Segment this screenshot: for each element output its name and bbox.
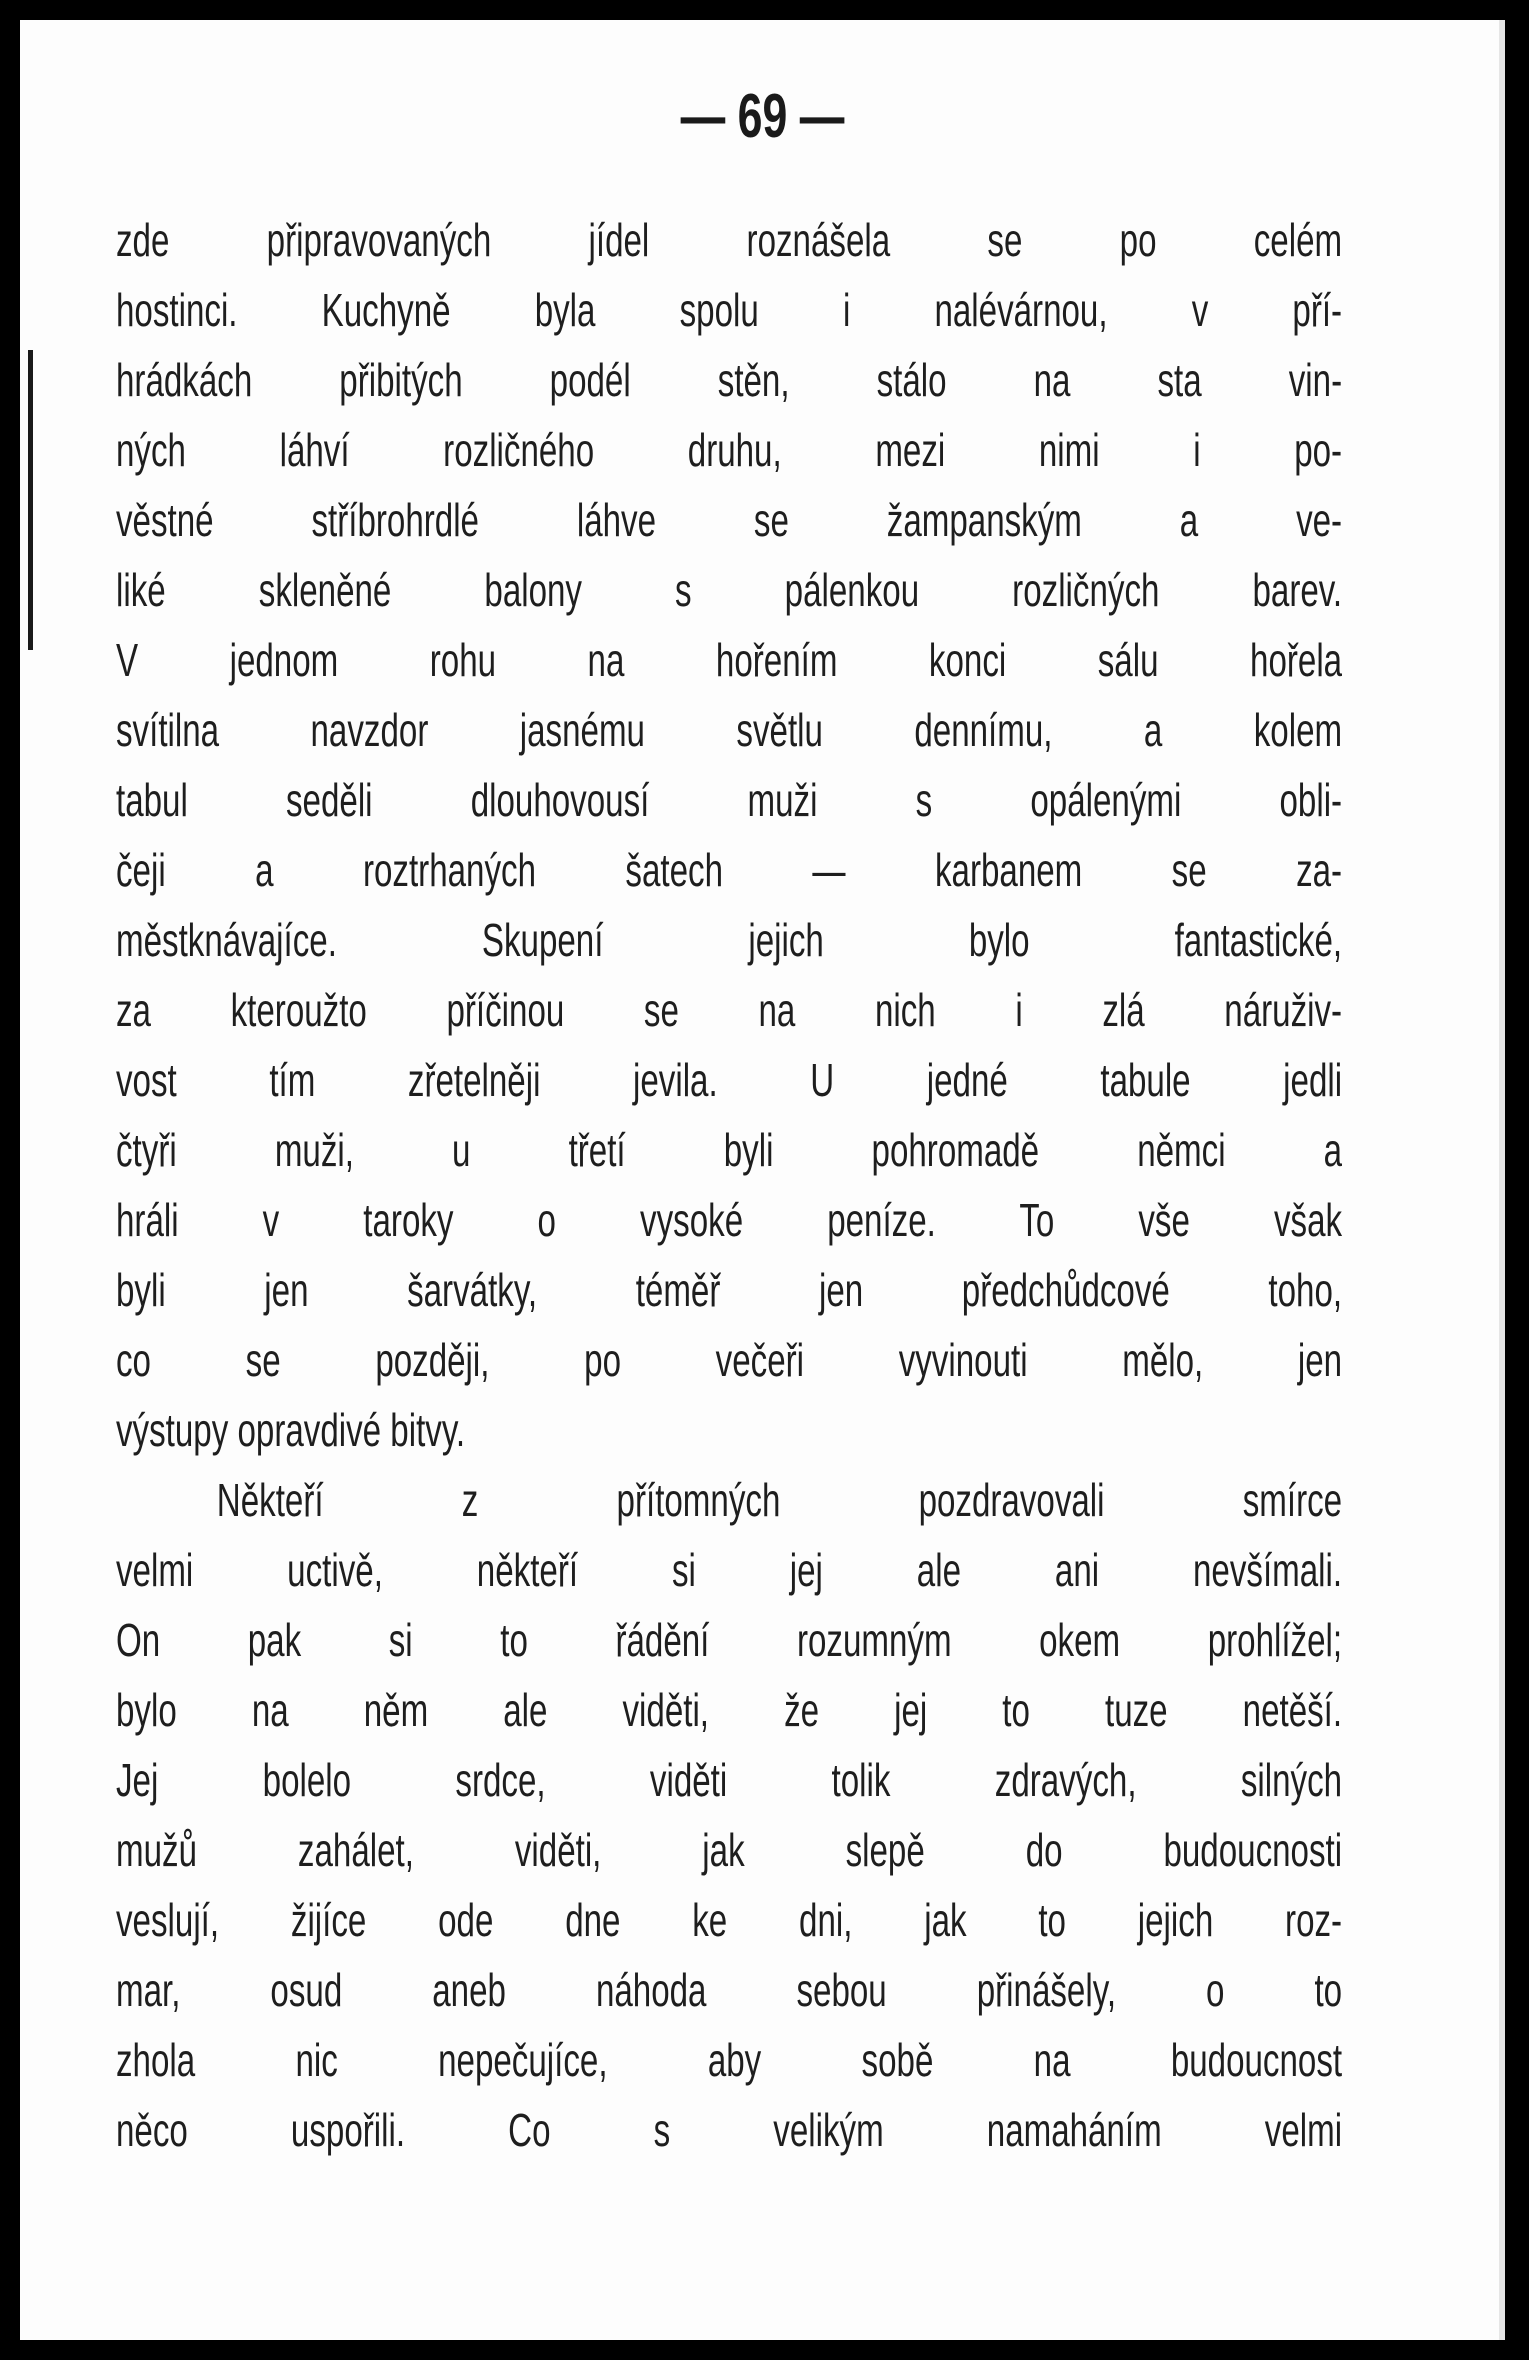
text-line: hráli v taroky o vysoké peníze. To vše však <box>116 1194 1342 1246</box>
text-line: čeji a roztrhaných šatech — karbanem se za- <box>116 844 1342 896</box>
text-line: věstné stříbrohrdlé láhve se žampanským a ve- <box>116 494 1342 546</box>
text-line: tabul seděli dlouhovousí muži s opálenými obli- <box>116 774 1342 826</box>
book-page <box>20 20 1505 2340</box>
text-line: velmi uctivě, někteří si jej ale ani nevšímali. <box>116 1544 1342 1596</box>
body-text <box>116 205 1342 2165</box>
text-line: vost tím zřetelněji jevila. U jedné tabule jedli <box>116 1054 1342 1106</box>
text-line: výstupy opravdivé bitvy. <box>116 1404 466 1456</box>
page-edge <box>1499 20 1505 2340</box>
text-line: Jej bolelo srdce, viděti tolik zdravých, silných <box>116 1754 1342 1806</box>
text-line: městknávajíce. Skupení jejich bylo fantastické, <box>116 914 1342 966</box>
text-line: liké skleněné balony s pálenkou rozličných barev. <box>116 564 1342 616</box>
text-line: veslují, žijíce ode dne ke dni, jak to jejich roz- <box>116 1894 1342 1946</box>
text-line: čtyři muži, u třetí byli pohromadě němci a <box>116 1124 1342 1176</box>
text-line: mužů zahálet, viděti, jak slepě do budoucnosti <box>116 1824 1342 1876</box>
text-line: Někteří z přítomných pozdravovali smírce <box>216 1474 1342 1526</box>
text-line: hostinci. Kuchyně byla spolu i nalévárnou, v pří- <box>116 284 1342 336</box>
text-line: za kteroužto příčinou se na nich i zlá náruživ- <box>116 984 1342 1036</box>
text-line: zde připravovaných jídel roznášela se po celém <box>116 214 1342 266</box>
text-line: V jednom rohu na hořením konci sálu hořela <box>116 634 1342 686</box>
text-line: byli jen šarvátky, téměř jen předchůdcové toho, <box>116 1264 1342 1316</box>
scan-edge-mark <box>28 350 33 650</box>
text-line: hrádkách přibitých podél stěn, stálo na sta vin- <box>116 354 1342 406</box>
page-number: — 69 — <box>680 82 845 151</box>
text-line: co se později, po večeři vyvinouti mělo, jen <box>116 1334 1342 1386</box>
text-line: ných láhví rozličného druhu, mezi nimi i po- <box>116 424 1342 476</box>
text-line: zhola nic nepečujíce, aby sobě na budoucnost <box>116 2034 1342 2086</box>
text-line: On pak si to řádění rozumným okem prohlížel; <box>116 1614 1342 1666</box>
text-line: mar, osud aneb náhoda sebou přinášely, o to <box>116 1964 1342 2016</box>
text-line: bylo na něm ale viděti, že jej to tuze netěší. <box>116 1684 1342 1736</box>
text-line: něco uspořili. Co s velikým namaháním velmi <box>116 2104 1342 2156</box>
text-line: svítilna navzdor jasnému světlu dennímu, a kolem <box>116 704 1342 756</box>
